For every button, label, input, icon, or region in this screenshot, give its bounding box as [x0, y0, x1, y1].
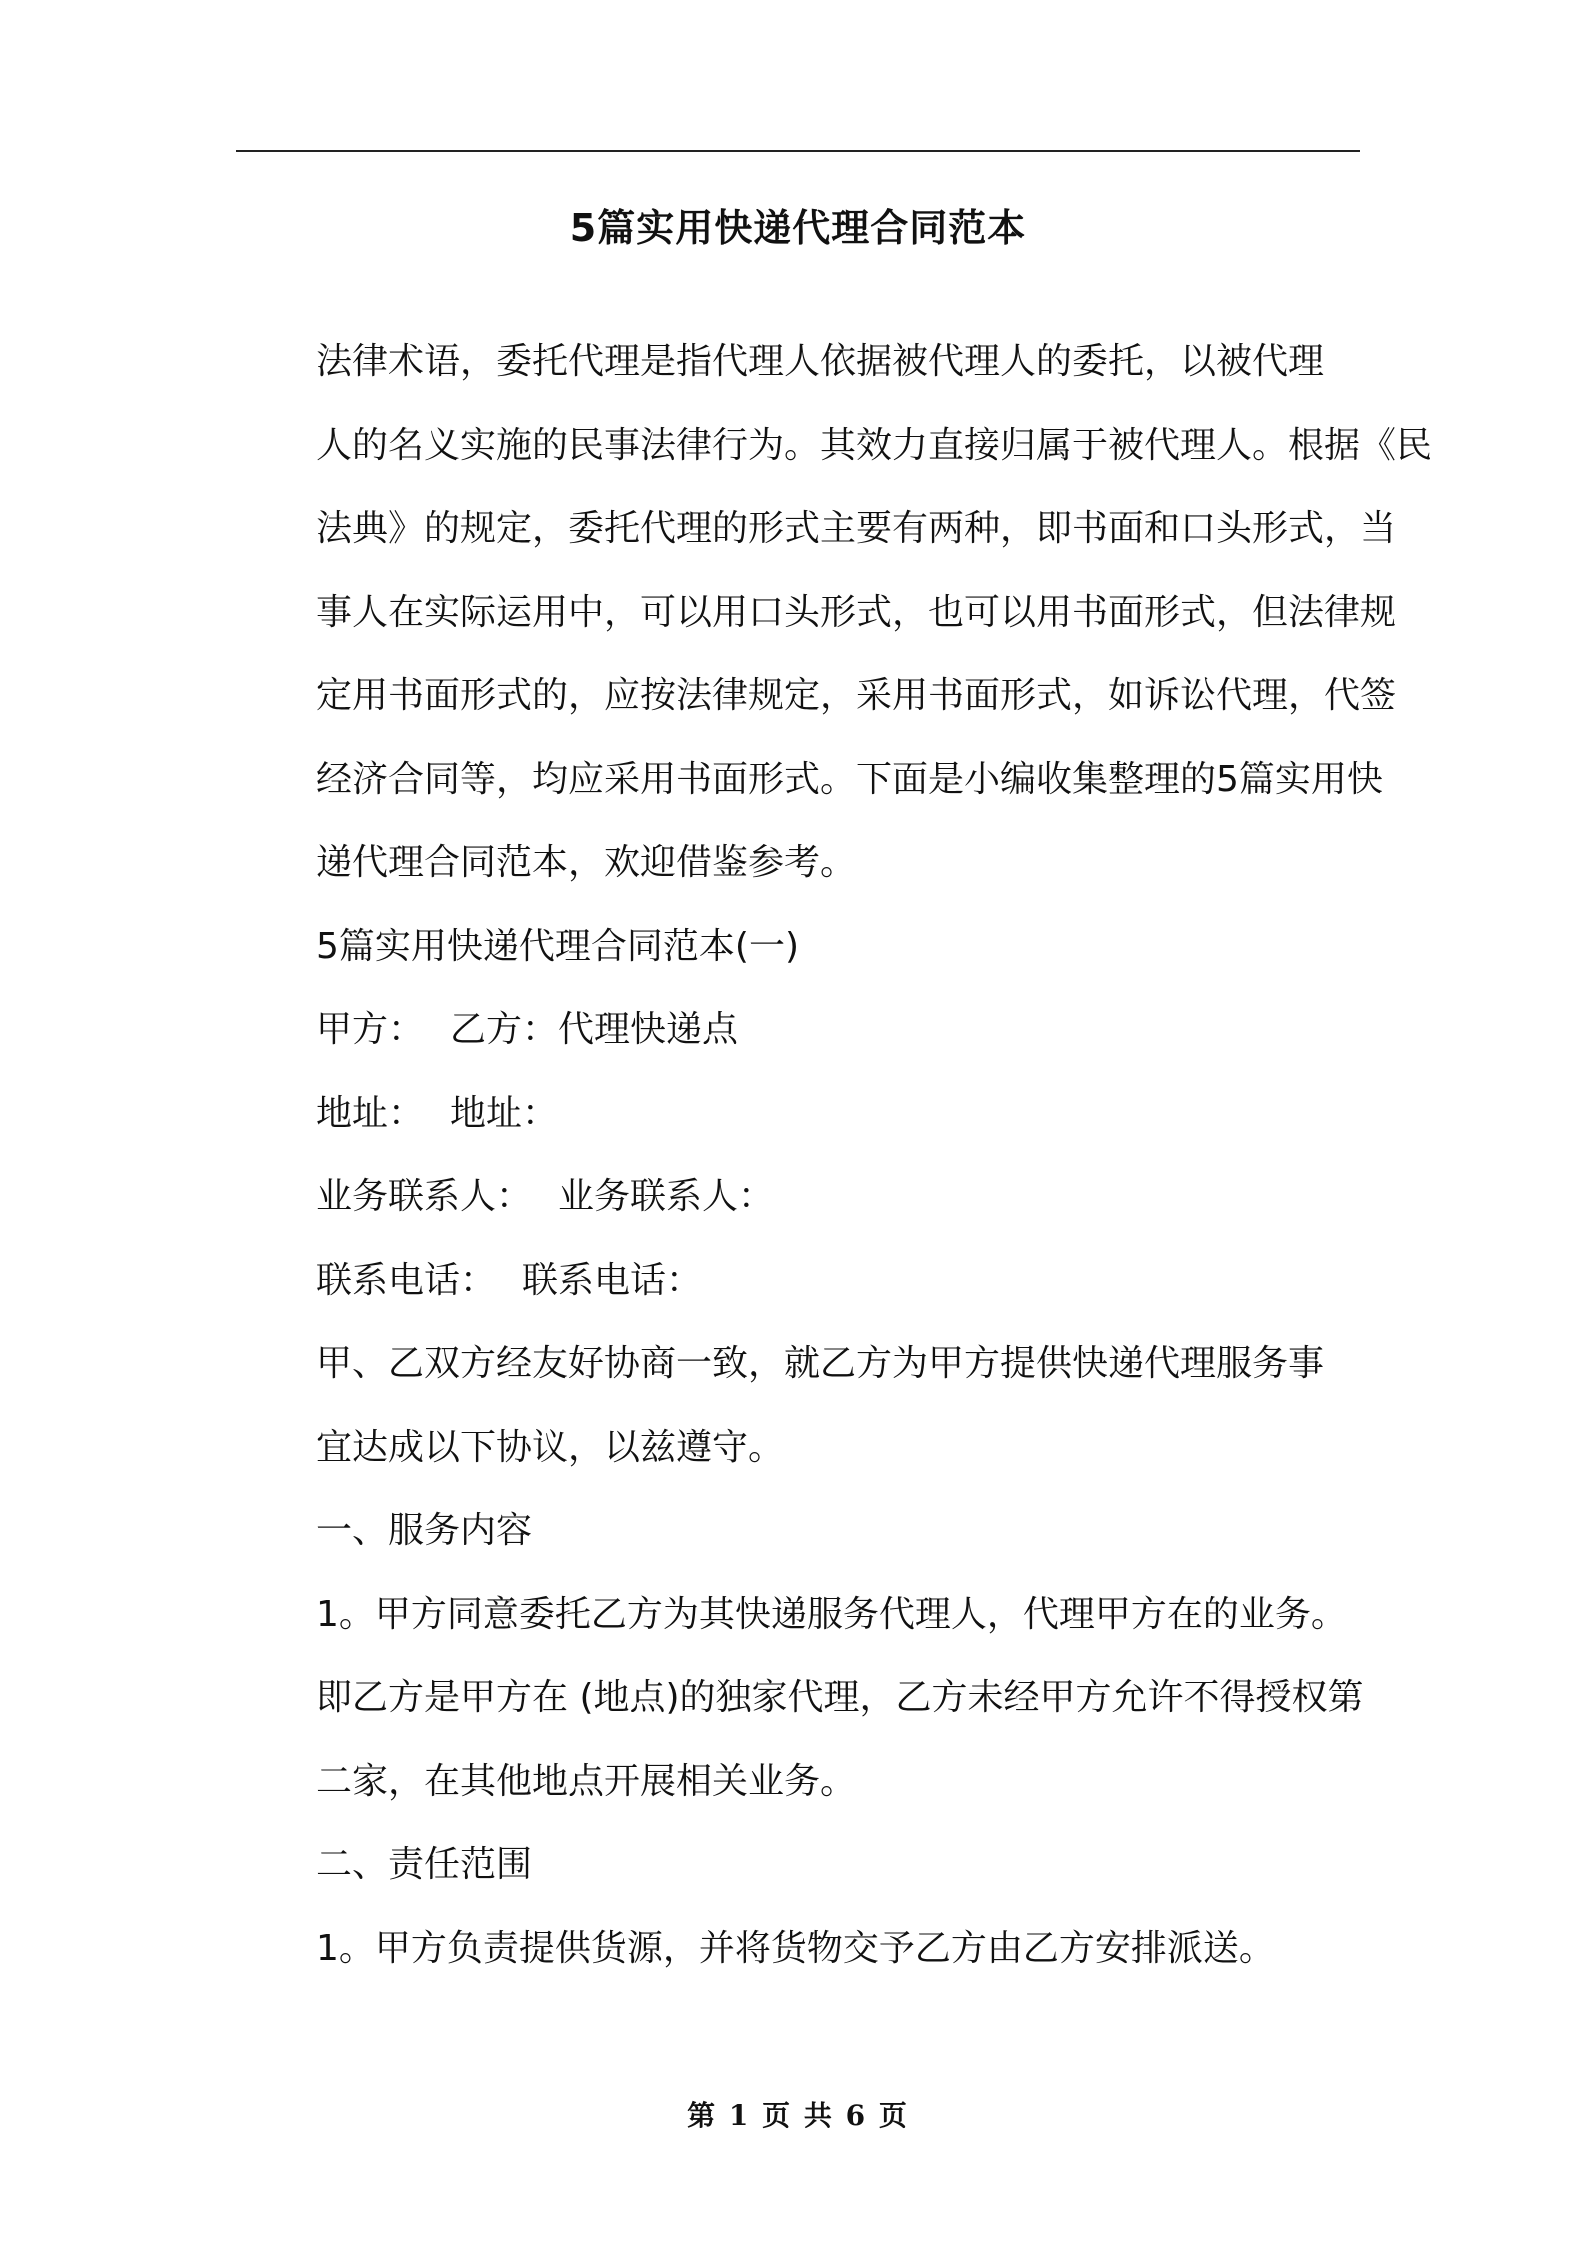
intro-line: 定用书面形式的，应按法律规定，采用书面形式，如诉讼代理，代签: [316, 675, 1397, 716]
clause-2-1: 1。甲方负责提供货源，并将货物交予乙方由乙方安排派送。: [316, 1927, 1275, 1969]
intro-line: 经济合同等，均应采用书面形式。下面是小编收集整理的5篇实用快: [316, 758, 1383, 800]
phone-b-label: 联系电话：: [522, 1259, 703, 1301]
document-body: [240, 320, 1433, 1990]
intro-line: 人的名义实施的民事法律行为。其效力直接归属于被代理人。根据《民: [316, 424, 1433, 466]
clause-line: 1。甲方同意委托乙方为其快递服务代理人，代理甲方在的业务。: [316, 1593, 1347, 1635]
agreement-line: 宜达成以下协议，以兹遵守。: [316, 1426, 785, 1468]
intro-line: 法典》的规定，委托代理的形式主要有两种，即书面和口头形式，当: [316, 508, 1397, 549]
section-title: 5篇实用快递代理合同范本(一): [316, 925, 799, 967]
address-b-label: 地址：: [450, 1092, 559, 1134]
contact-a-label: 业务联系人：: [316, 1176, 533, 1217]
phone-a-label: 联系电话：: [316, 1259, 497, 1301]
party-a-label: 甲方：: [316, 1009, 425, 1050]
intro-line: 法律术语，委托代理是指代理人依据被代理人的委托，以被代理: [316, 341, 1325, 382]
party-row: [240, 988, 1356, 1072]
agreement-paragraph: [240, 1322, 1356, 1489]
header-rule: [236, 150, 1360, 152]
clause-line: 二家，在其他地点开展相关业务。: [316, 1760, 857, 1802]
intro-paragraph: [240, 320, 1433, 905]
agreement-line: 甲、乙双方经友好协商一致，就乙方为甲方提供快递代理服务事: [316, 1343, 1325, 1384]
page-number-footer: 第 1 页 共 6 页: [687, 2099, 909, 2132]
heading-service-content: 一、服务内容: [316, 1510, 533, 1551]
document-title: 5篇实用快递代理合同范本: [569, 206, 1027, 250]
party-b-label: 乙方：代理快递点: [450, 1009, 739, 1050]
address-row: [240, 1072, 1356, 1156]
intro-line: 事人在实际运用中，可以用口头形式，也可以用书面形式，但法律规: [316, 591, 1397, 633]
heading-responsibility-scope: 二、责任范围: [316, 1844, 533, 1885]
intro-line: 递代理合同范本，欢迎借鉴参考。: [316, 842, 857, 883]
contact-b-label: 业务联系人：: [558, 1176, 775, 1217]
address-a-label: 地址：: [316, 1092, 425, 1134]
clause-1-paragraph: [240, 1573, 1364, 1824]
contact-row: [240, 1155, 1356, 1239]
clause-line: 即乙方是甲方在 (地点)的独家代理，乙方未经甲方允许不得授权第: [316, 1677, 1364, 1718]
phone-row: [240, 1239, 1356, 1323]
